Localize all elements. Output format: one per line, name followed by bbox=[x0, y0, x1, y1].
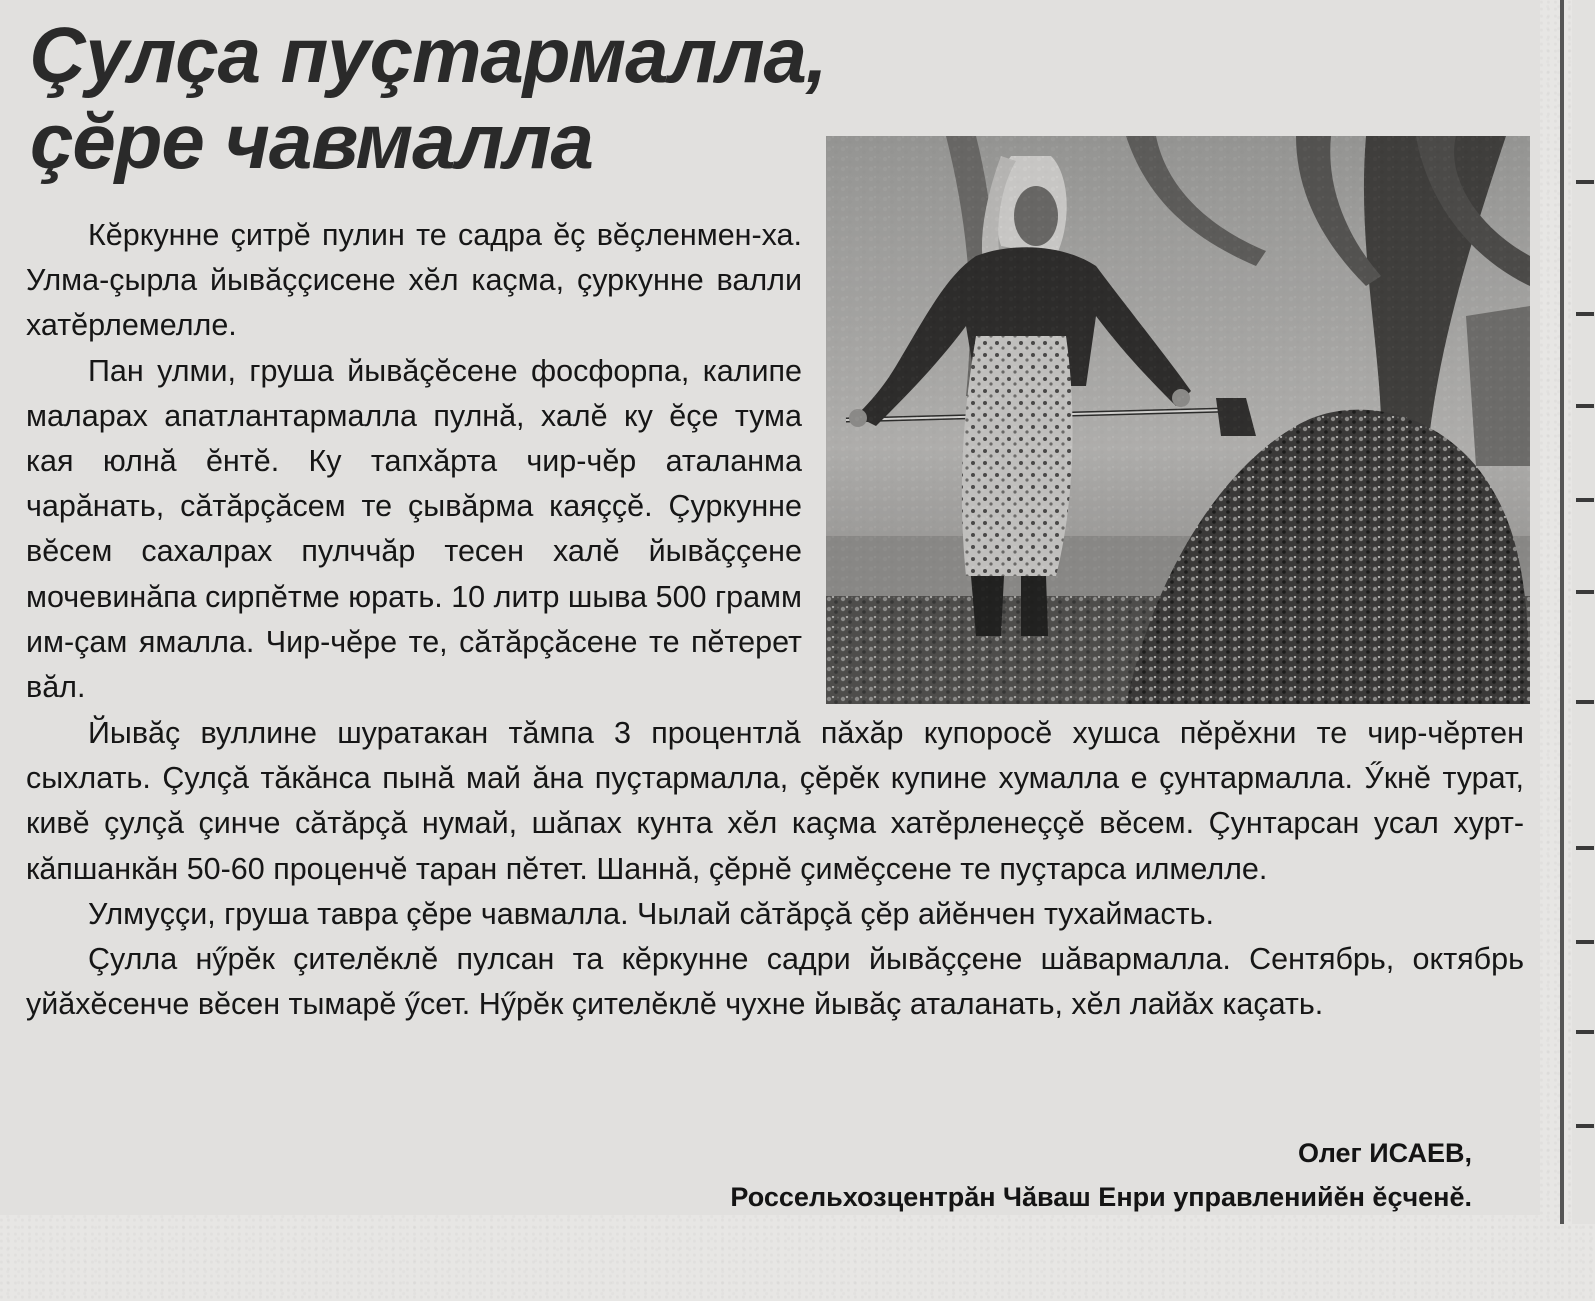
title-line-1: Çулçа пуçтармалла, bbox=[30, 11, 827, 99]
article-title bbox=[30, 12, 827, 184]
adjacent-column-fragment bbox=[1572, 0, 1595, 1224]
author-signature bbox=[730, 1131, 1472, 1219]
article-full-width-text bbox=[26, 711, 1524, 1027]
woman-raking-leaves-photo bbox=[826, 136, 1530, 704]
paragraph-4: Улмуççи, груша тавра çĕре чавмалла. Чылай сăтăрçă çĕр айĕнчен тухаймасть. bbox=[88, 896, 1214, 931]
paragraph-3: Йывăç вуллине шуратакан тăмпа 3 процентлă пăхăр купоросĕ хушса пĕрĕхни те чир-чĕртен сыхлать. Çулçă тăкăнса пынă май ăна пуçтармалла, çĕрĕк купине хумалла е çунтармалла. Ӳкнĕ турат, кивĕ çулçă çинче сăтăрçă нумай, шăпах кунта хĕл каçма хатĕрленеççĕ вĕсем. Çунтарсан усал хурт-кăпшанкăн 50-60 проценчĕ таран пĕтет. Шаннă, çĕрнĕ çимĕçсене те пуçтарса илмелле. bbox=[26, 716, 1524, 886]
paragraph-1: Кĕркунне çитрĕ пулин те садра ĕç вĕçленмен-ха. Улма-çырла йывăççисене хĕл каçма, çуркунне валли хатĕрлемелле. bbox=[26, 218, 802, 343]
paragraph-2: Пан улми, груша йывăçĕсене фосфорпа, калипе маларах апатлантармалла пулнă, халĕ ку ĕçе тума кая юлнă ĕнтĕ. Ку тапхăрта чир-чĕр аталанма чарăнать, сăтăрçăсем те çывăрма каяççĕ. Çуркунне вĕсем сахалрах пулччăр тесен халĕ йывăççене мочевинăпа сирпĕтме юрать. 10 литр шыва 500 грамм им-çам ямалла. Чир-чĕре те, сăтăрçăсене те пĕтерет вăл. bbox=[26, 353, 802, 705]
author-position: Россельхозцентрăн Чăваш Енри управленийĕн ĕçченĕ. bbox=[730, 1182, 1472, 1212]
article-column-text bbox=[26, 213, 802, 710]
author-name: Олег ИСАЕВ, bbox=[1298, 1138, 1472, 1168]
column-divider bbox=[1560, 0, 1564, 1224]
paragraph-5: Çулла нӳрĕк çителĕклĕ пулсан та кĕркунне садри йывăççене шăвармалла. Сентябрь, октябрь уйăхĕсенче вĕсен тымарĕ ӳсет. Нӳрĕк çителĕклĕ чухне йывăç аталанать, хĕл лайăх каçать. bbox=[26, 942, 1524, 1022]
title-line-2: çĕре чавмалла bbox=[30, 97, 593, 185]
article-photo bbox=[826, 136, 1530, 704]
